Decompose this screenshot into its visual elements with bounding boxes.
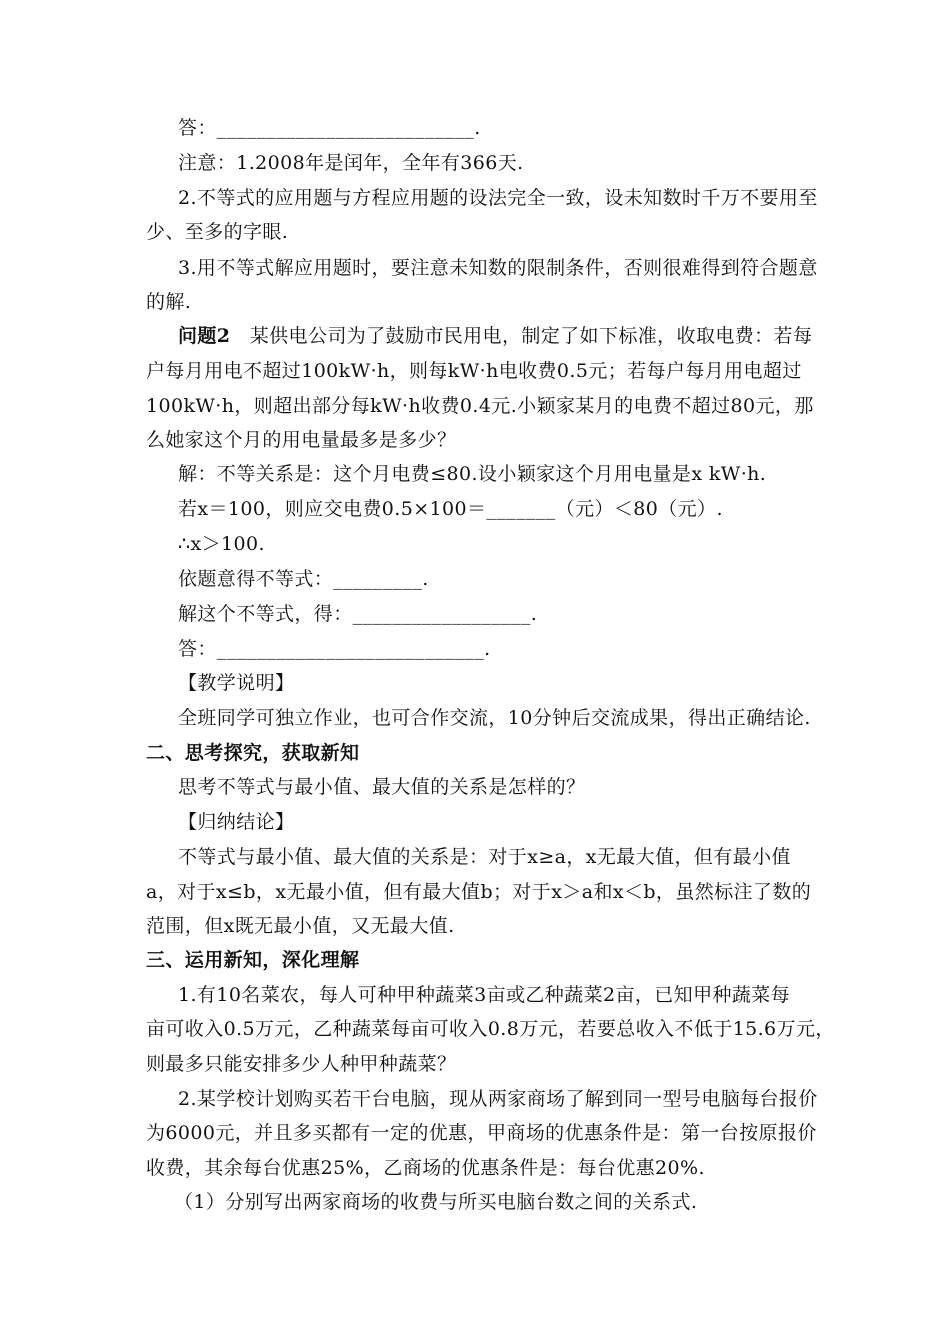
solution-line-6: 答：___________________________. [178,638,491,660]
think-question: 思考不等式与最小值、最大值的关系是怎样的？ [178,776,586,798]
solution-line-2: 若x＝100，则应交电费0.5×100＝_______（元）＜80（元）. [178,498,723,520]
exercise-1-line-3: 则最多只能安排多少人种甲种蔬菜？ [146,1053,457,1075]
exercise-2-part-1: （1）分别写出两家商场的收费与所买电脑台数之间的关系式. [174,1191,698,1213]
teaching-note-body: 全班同学可独立作业，也可合作交流，10分钟后交流成果，得出正确结论. [178,707,811,729]
exercise-1-line-1: 1.有10名菜农，每人可种甲种蔬菜3亩或乙种蔬菜2亩，已知甲种蔬菜每 [178,984,791,1006]
solution-line-3: ∴x＞100. [178,533,265,555]
section-2-heading: 二、思考探究，获取新知 [146,742,360,764]
note-3-line-1: 3.用不等式解应用题时，要注意未知数的限制条件，否则很难得到符合题意 [178,257,818,279]
answer-line-1: 答：__________________________. [178,117,481,139]
summary-line-1: 不等式与最小值、最大值的关系是：对于x≥a，x无最大值，但有最小值 [178,846,791,868]
section-3-heading: 三、运用新知，深化理解 [146,949,360,971]
exercise-2-line-1: 2.某学校计划购买若干台电脑，现从两家商场了解到同一型号电脑每台报价 [178,1088,818,1110]
note-2-line-2: 少、至多的字眼. [146,221,289,243]
teaching-note-heading: 【教学说明】 [178,672,295,694]
exercise-2-line-3: 收费，其余每台优惠25%，乙商场的优惠条件是：每台优惠20%. [146,1157,705,1179]
exercise-2-line-2: 为6000元，并且多买都有一定的优惠，甲商场的优惠条件是：第一台按原报价 [146,1122,817,1144]
problem-2-line-3: 100kW·h，则超出部分每kW·h收费0.4元.小颖家某月的电费不超过80元，那 [146,395,814,417]
problem-2-line-1 [178,324,843,348]
exercise-1-line-2: 亩可收入0.5万元，乙种蔬菜每亩可收入0.8万元，若要总收入不低于15.6万元， [146,1018,835,1040]
summary-line-2: a，对于x≤b，x无最小值，但有最大值b；对于x＞a和x＜b，虽然标注了数的 [146,881,812,903]
summary-heading: 【归纳结论】 [178,811,295,833]
summary-line-3: 范围，但x既无最小值，又无最大值. [146,915,455,937]
problem-2-line-2: 户每月用电不超过100kW·h，则每kW·h电收费0.5元；若每户每月用电超过 [146,360,802,382]
note-2-line-1: 2.不等式的应用题与方程应用题的设法完全一致，设未知数时千万不要用至 [178,187,818,209]
solution-line-4: 依题意得不等式：_________. [178,568,429,590]
problem-2-line-4: 么她家这个月的用电量最多是多少？ [146,429,457,451]
problem-2-text: 某供电公司为了鼓励市民用电，制定了如下标准，收取电费：若每 [249,325,813,347]
note-1: 注意：1.2008年是闰年，全年有366天. [178,152,524,174]
problem-2-label: 问题2 [178,325,231,347]
note-3-line-2: 的解. [146,291,192,313]
solution-line-1: 解：不等关系是：这个月电费≤80.设小颖家这个月用电量是x kW·h. [178,463,767,485]
solution-line-5: 解这个不等式，得：__________________. [178,603,538,625]
